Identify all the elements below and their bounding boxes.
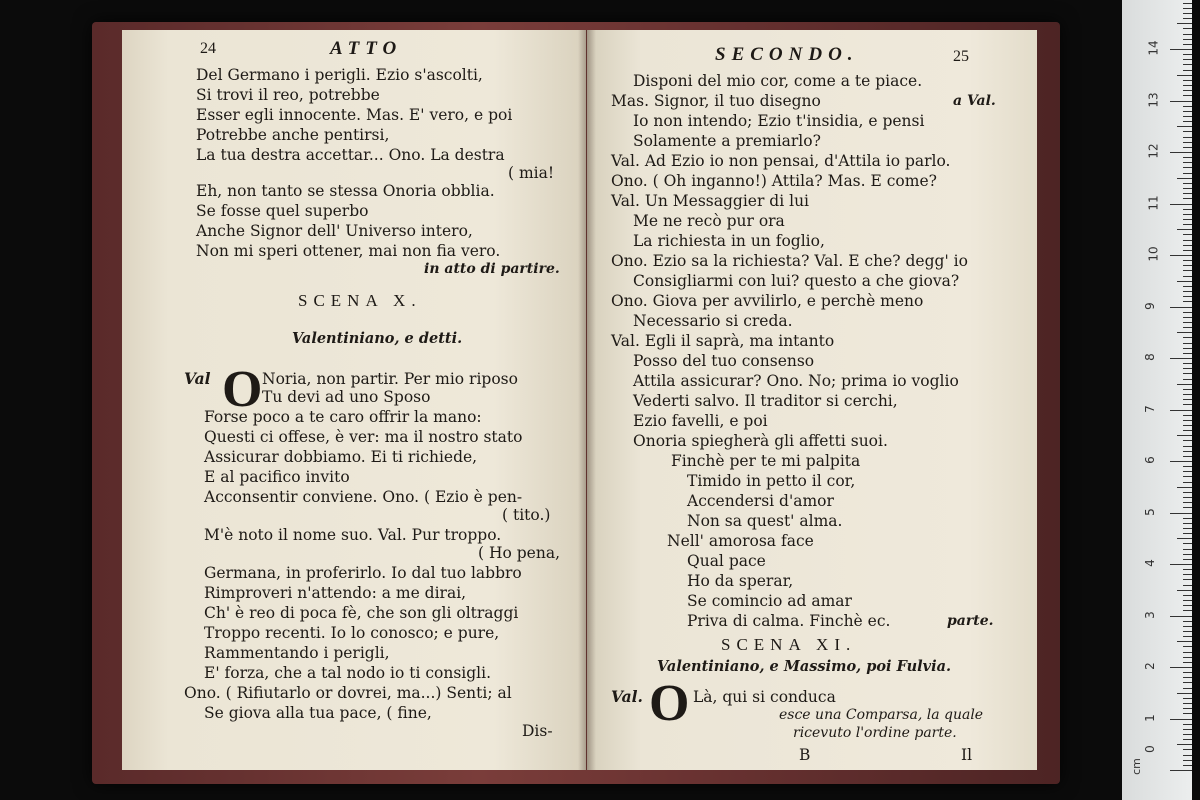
ruler-tick [1177,332,1192,333]
ruler-tick [1183,523,1192,524]
ruler-tick [1170,101,1192,102]
ruler-tick [1170,204,1192,205]
text-line: Rammentando i perigli, [204,644,390,662]
ruler-tick [1177,641,1192,642]
ruler-number: 2 [1142,662,1157,670]
ruler-tick [1183,626,1192,627]
stage-direction: ricevuto l'ordine parte. [793,725,957,741]
ruler-tick [1183,600,1192,601]
ruler-tick [1177,435,1192,436]
ruler-tick [1183,368,1192,369]
ruler-tick [1183,111,1192,112]
aria-line: Se comincio ad amar [687,592,852,610]
ruler-tick [1183,80,1192,81]
text-line: Noria, non partir. Per mio riposo [262,370,518,388]
text-line: Io non intendo; Ezio t'insidia, e pensi [633,112,925,130]
ruler-tick [1177,229,1192,230]
text-line: ( tito.) [502,506,551,524]
ruler-tick [1177,693,1192,694]
ruler-tick [1183,265,1192,266]
ruler-tick [1183,13,1192,14]
ruler-tick [1183,363,1192,364]
ruler-tick [1177,590,1192,591]
ruler-tick [1183,404,1192,405]
text-line: Val. Egli il saprà, ma intanto [611,332,835,350]
ruler-number: 1 [1142,713,1157,722]
ruler-tick [1183,708,1192,709]
text-line: Potrebbe anche pentirsi, [196,126,390,144]
ruler-tick [1183,121,1192,122]
ruler-tick [1183,415,1192,416]
ruler-tick [1183,672,1192,673]
scene-characters: Valentiniano, e detti. [292,330,463,347]
ruler-tick [1183,18,1192,19]
text-line: Eh, non tanto se stessa Onoria obblia. [196,182,495,200]
text-line: Esser egli innocente. Mas. E' vero, e poi [196,106,513,124]
ruler-tick [1183,116,1192,117]
ruler-tick [1183,502,1192,503]
ruler-number: 9 [1142,301,1157,310]
text-line: La richiesta in un foglio, [633,232,825,250]
ruler-tick [1183,554,1192,555]
ruler-number: 11 [1146,194,1161,211]
text-line: Ono. ( Oh inganno!) Attila? Mas. E come? [611,172,937,190]
ruler-tick [1183,569,1192,570]
aria-line: Finchè per te mi palpita [671,452,861,470]
ruler-number: 5 [1142,507,1157,516]
ruler-tick [1183,559,1192,560]
text-line: La tua destra accettar... Ono. La destra [196,146,505,164]
ruler-tick [1183,3,1192,4]
ruler-tick [1183,528,1192,529]
ruler-tick [1183,518,1192,519]
text-line: Anche Signor dell' Universo intero, [196,222,473,240]
text-line: E' forza, che a tal nodo io ti consigli. [204,664,492,682]
ruler-tick [1170,410,1192,411]
ruler-tick [1183,688,1192,689]
aria-line: Ho da sperar, [687,572,794,590]
ruler-tick [1183,507,1192,508]
ruler-tick [1183,389,1192,390]
ruler-tick [1183,276,1192,277]
ruler-tick [1183,70,1192,71]
ruler-tick [1183,95,1192,96]
ruler-tick [1183,240,1192,241]
text-line: Onoria spiegherà gli affetti suoi. [633,432,888,450]
speaker: Val [184,369,211,388]
aria-line: Qual pace [687,552,766,570]
ruler-tick [1183,394,1192,395]
ruler-tick [1183,379,1192,380]
ruler-tick [1177,384,1192,385]
ruler-tick [1183,729,1192,730]
ruler-tick [1170,513,1192,514]
ruler-tick [1170,255,1192,256]
text-line: M'è noto il nome suo. Val. Pur troppo. [204,526,502,544]
ruler-tick [1183,39,1192,40]
text-line: Val. Un Messaggier di lui [611,192,810,210]
ruler-tick [1183,250,1192,251]
ruler-tick [1183,755,1192,756]
ruler-tick [1183,353,1192,354]
signature-mark: B [799,746,811,764]
ruler-tick [1170,616,1192,617]
ruler-tick [1183,621,1192,622]
text-line: Ono. ( Rifiutarlo or dovrei, ma...) Senti; al [184,684,512,702]
ruler-tick [1170,667,1192,668]
text-line: Se fosse quel superbo [196,202,369,220]
ruler-tick [1183,348,1192,349]
text-line: ( Ho pena, [478,544,560,562]
text-line: Solamente a premiarlo? [633,132,821,150]
ruler-tick [1183,595,1192,596]
ruler-tick [1183,760,1192,761]
ruler-tick [1183,188,1192,189]
stage-direction: in atto di partire. [424,261,560,277]
scale-ruler [1122,0,1192,800]
text-line: Ch' è reo di poca fè, che son gli oltraggi [204,604,519,622]
ruler-tick [1183,610,1192,611]
ruler-number: 13 [1146,91,1161,108]
ruler-tick [1183,219,1192,220]
speaker: Val. [611,687,643,706]
ruler-tick [1177,178,1192,179]
ruler-tick [1183,260,1192,261]
ruler-tick [1183,286,1192,287]
ruler-number: 8 [1142,353,1157,361]
text-line: Disponi del mio cor, come a te piace. [633,72,923,90]
ruler-number: 14 [1146,40,1161,56]
ruler-unit: cm [1129,758,1143,775]
ruler-tick [1183,131,1192,132]
ruler-tick [1183,657,1192,658]
ruler-tick [1183,713,1192,714]
ruler-tick [1170,719,1192,720]
ruler-tick [1183,698,1192,699]
ruler-tick [1183,399,1192,400]
text-line: ( mia! [508,164,555,182]
ruler-tick [1183,471,1192,472]
ruler-tick [1183,652,1192,653]
aria-line: Timido in petto il cor, [687,472,856,490]
ruler-tick [1170,564,1192,565]
ruler-tick [1170,358,1192,359]
ruler-number: 3 [1142,610,1157,619]
text-line: Là, qui si conduca [693,688,836,706]
ruler-tick [1183,167,1192,168]
ruler-tick [1183,605,1192,606]
ruler-tick [1183,90,1192,91]
ruler-tick [1183,85,1192,86]
ruler-tick [1183,739,1192,740]
ruler-tick [1183,636,1192,637]
ruler-tick [1183,44,1192,45]
ruler-tick [1183,54,1192,55]
ruler-tick [1170,49,1192,50]
ruler-tick [1183,631,1192,632]
ruler-tick [1183,106,1192,107]
ruler-tick [1183,296,1192,297]
ruler-tick [1183,173,1192,174]
ruler-tick [1183,749,1192,750]
ruler-tick [1183,482,1192,483]
stage-direction: esce una Comparsa, la quale [779,707,984,723]
ruler-tick [1183,646,1192,647]
ruler-tick [1183,317,1192,318]
page-number: 24 [200,40,216,57]
left-page [122,30,586,770]
ruler-tick [1183,147,1192,148]
text-line: Questi ci offese, è ver: ma il nostro stato [204,428,523,446]
ruler-tick [1183,137,1192,138]
ruler-tick [1183,543,1192,544]
text-line: Necessario si creda. [633,312,793,330]
text-line: Assicurar dobbiamo. Ei ti richiede, [204,448,478,466]
aria-line: Non sa quest' alma. [687,512,843,530]
text-line: Troppo recenti. Io lo conosco; e pure, [204,624,500,642]
ruler-tick [1183,343,1192,344]
right-page [587,30,1037,770]
ruler-tick [1183,214,1192,215]
ruler-tick [1183,183,1192,184]
ruler-tick [1183,574,1192,575]
drop-cap: O [222,361,263,418]
aria-line: Priva di calma. Finchè ec. [687,612,891,630]
text-line: Ezio favelli, e poi [633,412,768,430]
text-line: E al pacifico invito [204,468,350,486]
ruler-tick [1170,307,1192,308]
ruler-tick [1183,162,1192,163]
ruler-tick [1183,157,1192,158]
ruler-tick [1183,234,1192,235]
scene-characters: Valentiniano, e Massimo, poi Fulvia. [657,658,952,675]
text-line: Vederti salvo. Il traditor si cerchi, [633,392,898,410]
ruler-tick [1183,142,1192,143]
ruler-tick [1183,466,1192,467]
text-line: Si trovi il reo, potrebbe [196,86,380,104]
ruler-tick [1183,451,1192,452]
ruler-tick [1183,301,1192,302]
ruler-tick [1183,446,1192,447]
ruler-number: 7 [1142,404,1157,413]
ruler-tick [1183,549,1192,550]
ruler-tick [1183,245,1192,246]
ruler-tick [1183,291,1192,292]
ruler-tick [1183,322,1192,323]
running-head: ATTO [330,38,403,59]
text-line: Non mi speri ottener, mai non fia vero. [196,242,501,260]
ruler-tick [1183,8,1192,9]
text-line: Mas. Signor, il tuo disegno [611,92,821,110]
ruler-number: 10 [1146,246,1161,262]
ruler-tick [1183,734,1192,735]
ruler-number: 4 [1142,559,1157,567]
aria-line: Accendersi d'amor [687,492,834,510]
ruler-tick [1183,64,1192,65]
ruler-tick [1183,337,1192,338]
ruler-tick [1183,193,1192,194]
ruler-tick [1183,420,1192,421]
ruler-tick [1183,198,1192,199]
text-line: Consigliarmi con lui? questo a che giova? [633,272,960,290]
text-line: Attila assicurar? Ono. No; prima io voglio [633,372,959,390]
ruler-tick [1183,373,1192,374]
text-line: Ono. Giova per avvilirlo, e perchè meno [611,292,924,310]
ruler-tick [1183,724,1192,725]
scene-title: SCENA XI. [721,635,857,654]
text-line: Rimproveri n'attendo: a me dirai, [204,584,467,602]
ruler-tick [1177,281,1192,282]
ruler-tick [1183,765,1192,766]
ruler-tick [1183,440,1192,441]
ruler-tick [1183,492,1192,493]
scene-title: SCENA X. [298,291,422,310]
ruler-tick [1170,152,1192,153]
ruler-tick [1183,224,1192,225]
ruler-tick [1177,538,1192,539]
ruler-tick [1183,209,1192,210]
text-line: Posso del tuo consenso [633,352,815,370]
ruler-number: 0 [1142,745,1157,753]
text-line: Acconsentir conviene. Ono. ( Ezio è pen- [204,488,523,506]
ruler-tick [1183,327,1192,328]
drop-cap: O [649,675,690,732]
ruler-tick [1170,770,1192,771]
ruler-tick [1177,75,1192,76]
ruler-tick [1183,456,1192,457]
ruler-tick [1177,487,1192,488]
text-line: Germana, in proferirlo. Io dal tuo labbro [204,564,522,582]
ruler-tick [1170,461,1192,462]
text-line: Forse poco a te caro offrir la mano: [204,408,482,426]
text-line: Ono. Ezio sa la richiesta? Val. E che? degg' io [611,252,968,270]
text-line: Tu devi ad uno Sposo [262,388,431,406]
ruler-tick [1183,34,1192,35]
ruler-tick [1183,579,1192,580]
ruler-tick [1183,59,1192,60]
text-line: Me ne recò pur ora [633,212,785,230]
stage-direction: parte. [947,613,994,629]
ruler-tick [1177,23,1192,24]
text-line: Del Germano i perigli. Ezio s'ascolti, [196,66,483,84]
ruler-tick [1183,430,1192,431]
ruler-tick [1183,28,1192,29]
ruler-tick [1183,425,1192,426]
aria-line: Nell' amorosa face [667,532,814,550]
ruler-tick [1183,533,1192,534]
ruler-tick [1177,744,1192,745]
page-number: 25 [953,48,969,65]
ruler-tick [1183,270,1192,271]
ruler-tick [1183,497,1192,498]
ruler-tick [1183,585,1192,586]
ruler-tick [1183,682,1192,683]
ruler-tick [1183,677,1192,678]
ruler-number: 6 [1142,456,1157,464]
ruler-tick [1183,662,1192,663]
text-line: Val. Ad Ezio io non pensai, d'Attila io parlo. [611,152,951,170]
text-line: Se giova alla tua pace, ( fine, [204,704,432,722]
ruler-tick [1183,312,1192,313]
catchword: Dis- [522,722,553,740]
ruler-number: 12 [1146,143,1161,159]
ruler-tick [1183,703,1192,704]
ruler-tick [1177,126,1192,127]
running-head: SECONDO. [715,44,859,65]
catchword: Il [961,746,973,764]
book-gutter [578,30,596,770]
stage-direction: a Val. [953,93,996,109]
ruler-tick [1183,476,1192,477]
